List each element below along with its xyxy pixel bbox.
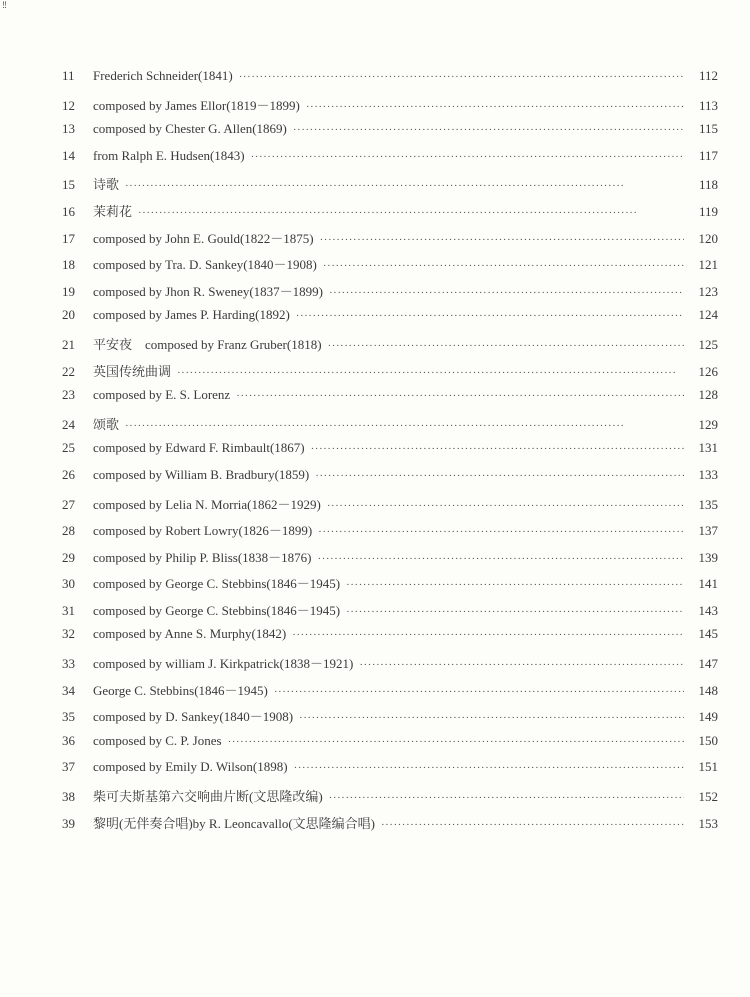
entry-page-number: 148: [698, 682, 718, 698]
toc-entry: [62, 520, 718, 547]
entry-number: 33: [62, 656, 75, 672]
entry-page-number: 141: [698, 576, 718, 592]
entry-number: 16: [62, 203, 75, 219]
toc-entry: [62, 121, 718, 148]
toc-entry: [62, 573, 718, 600]
entry-title: composed by Chester G. Allen(1869): [93, 121, 287, 137]
entry-number: 34: [62, 682, 75, 698]
entry-number: 26: [62, 466, 75, 482]
toc-entry: [62, 281, 718, 308]
entry-number: 29: [62, 549, 75, 565]
entry-page-number: 126: [698, 363, 718, 379]
leader-dots: [294, 763, 684, 774]
entry-number: 30: [62, 576, 75, 592]
toc-entry: [62, 174, 718, 201]
leader-dots: [239, 72, 684, 83]
leader-dots: [125, 421, 684, 432]
entry-number: 27: [62, 496, 75, 512]
entry-page-number: 143: [698, 602, 718, 618]
entry-title: composed by William B. Bradbury(1859): [93, 466, 310, 482]
entry-page-number: 135: [698, 496, 718, 512]
entry-title: 英国传统曲调: [93, 363, 172, 379]
toc-entry: [62, 414, 718, 441]
leader-dots: [125, 181, 684, 192]
toc-entry: [62, 786, 718, 813]
entry-number: 13: [62, 121, 75, 137]
entry-page-number: 124: [698, 307, 718, 323]
toc-entry: [62, 653, 718, 680]
toc-entry: [62, 334, 718, 361]
corner-mark: !!: [2, 0, 6, 10]
entry-title: composed by D. Sankey(1840－1908): [93, 709, 294, 725]
toc-entry: [62, 626, 718, 653]
entry-page-number: 112: [698, 68, 718, 83]
entry-number: 25: [62, 440, 75, 456]
leader-dots: [311, 444, 684, 455]
entry-page-number: 119: [698, 203, 718, 219]
toc-entry: [62, 361, 718, 388]
entry-title: Frederich Schneider(1841): [93, 68, 233, 83]
leader-dots: [299, 713, 684, 724]
entry-number: 24: [62, 416, 75, 432]
entry-page-number: 128: [698, 387, 718, 403]
toc-entry: [62, 733, 718, 760]
leader-dots: [236, 391, 684, 402]
entry-page-number: 133: [698, 466, 718, 482]
entry-title: composed by Tra. D. Sankey(1840－1908): [93, 257, 317, 273]
entry-number: 18: [62, 257, 75, 273]
table-of-contents: [62, 68, 718, 839]
entry-number: 11: [62, 68, 75, 83]
entry-number: 37: [62, 759, 75, 775]
entry-page-number: 123: [698, 283, 718, 299]
entry-number: 31: [62, 602, 75, 618]
leader-dots: [274, 687, 684, 698]
toc-entry: [62, 201, 718, 228]
entry-page-number: 137: [698, 523, 718, 539]
entry-number: 36: [62, 732, 75, 748]
entry-title: 黎明(无伴奏合唱)by R. Leoncavallo(文思隆编合唱): [93, 815, 375, 831]
entry-title: composed by william J. Kirkpatrick(1838－1921): [93, 656, 354, 672]
entry-page-number: 115: [698, 121, 718, 137]
toc-entry: [62, 467, 718, 494]
entry-page-number: 120: [698, 230, 718, 246]
entry-page-number: 129: [698, 416, 718, 432]
entry-page-number: 145: [698, 626, 718, 642]
toc-entry: [62, 95, 718, 122]
entry-number: 17: [62, 230, 75, 246]
entry-page-number: 139: [698, 549, 718, 565]
leader-dots: [177, 368, 684, 379]
entry-number: 14: [62, 147, 75, 163]
leader-dots: [328, 341, 684, 352]
entry-title: 柴可夫斯基第六交响曲片断(文思隆改编): [93, 789, 323, 805]
entry-page-number: 149: [698, 709, 718, 725]
entry-title: 茉莉花: [93, 203, 133, 219]
entry-title: George C. Stebbins(1846－1945): [93, 682, 268, 698]
toc-entry: [62, 547, 718, 574]
leader-dots: [138, 208, 684, 219]
toc-entry: [62, 680, 718, 707]
entry-number: 39: [62, 815, 75, 831]
entry-title: 颂歌: [93, 416, 120, 432]
entry-title: composed by John E. Gould(1822－1875): [93, 230, 314, 246]
entry-page-number: 153: [698, 815, 718, 831]
toc-entry: [62, 307, 718, 334]
entry-number: 28: [62, 523, 75, 539]
toc-entry: [62, 68, 718, 95]
entry-number: 32: [62, 626, 75, 642]
entry-title: 诗歌: [93, 177, 120, 193]
leader-dots: [292, 630, 684, 641]
leader-dots: [306, 102, 684, 113]
toc-entry: [62, 387, 718, 414]
entry-page-number: 152: [698, 789, 718, 805]
entry-title: composed by Lelia N. Morria(1862－1929): [93, 496, 321, 512]
entry-title: composed by Philip P. Bliss(1838－1876): [93, 549, 312, 565]
leader-dots: [318, 527, 684, 538]
toc-entry: [62, 228, 718, 255]
entry-number: 35: [62, 709, 75, 725]
toc-entry: [62, 813, 718, 840]
entry-title: composed by George C. Stebbins(1846－1945): [93, 602, 341, 618]
leader-dots: [346, 607, 684, 618]
toc-entry: [62, 254, 718, 281]
leader-dots: [329, 288, 684, 299]
leader-dots: [315, 471, 684, 482]
entry-number: 15: [62, 177, 75, 193]
entry-page-number: 117: [698, 147, 718, 163]
toc-entry: [62, 706, 718, 733]
entry-title: composed by Robert Lowry(1826－1899): [93, 523, 313, 539]
entry-number: 21: [62, 336, 75, 352]
toc-entry: [62, 440, 718, 467]
entry-title: composed by Edward F. Rimbault(1867): [93, 440, 305, 456]
leader-dots: [359, 660, 684, 671]
entry-title: 平安夜 composed by Franz Gruber(1818): [93, 336, 322, 352]
leader-dots: [329, 793, 684, 804]
entry-page-number: 150: [698, 732, 718, 748]
leader-dots: [320, 235, 684, 246]
entry-title: composed by Emily D. Wilson(1898): [93, 759, 288, 775]
leader-dots: [251, 152, 684, 163]
toc-entry: [62, 148, 718, 175]
entry-number: 20: [62, 307, 75, 323]
leader-dots: [228, 737, 684, 748]
leader-dots: [296, 311, 684, 322]
leader-dots: [318, 554, 685, 565]
entry-page-number: 125: [698, 336, 718, 352]
entry-number: 19: [62, 283, 75, 299]
entry-title: composed by George C. Stebbins(1846－1945): [93, 576, 341, 592]
entry-title: composed by Jhon R. Sweney(1837－1899): [93, 283, 324, 299]
entry-title: composed by James P. Harding(1892): [93, 307, 290, 323]
entry-number: 23: [62, 387, 75, 403]
entry-title: composed by E. S. Lorenz: [93, 387, 231, 403]
leader-dots: [323, 261, 684, 272]
leader-dots: [293, 125, 684, 136]
entry-page-number: 113: [698, 97, 718, 113]
entry-title: composed by Anne S. Murphy(1842): [93, 626, 287, 642]
entry-title: composed by James Ellor(1819－1899): [93, 97, 300, 113]
entry-number: 38: [62, 789, 75, 805]
entry-title: composed by C. P. Jones: [93, 732, 222, 748]
entry-page-number: 118: [698, 177, 718, 193]
entry-title: from Ralph E. Hudsen(1843): [93, 147, 245, 163]
entry-page-number: 131: [698, 440, 718, 456]
leader-dots: [346, 580, 684, 591]
entry-page-number: 151: [698, 759, 718, 775]
entry-number: 12: [62, 97, 75, 113]
toc-entry: [62, 759, 718, 786]
leader-dots: [381, 820, 684, 831]
entry-page-number: 121: [698, 257, 718, 273]
toc-entry: [62, 494, 718, 521]
entry-page-number: 147: [698, 656, 718, 672]
toc-entry: [62, 600, 718, 627]
leader-dots: [327, 501, 684, 512]
entry-number: 22: [62, 363, 75, 379]
